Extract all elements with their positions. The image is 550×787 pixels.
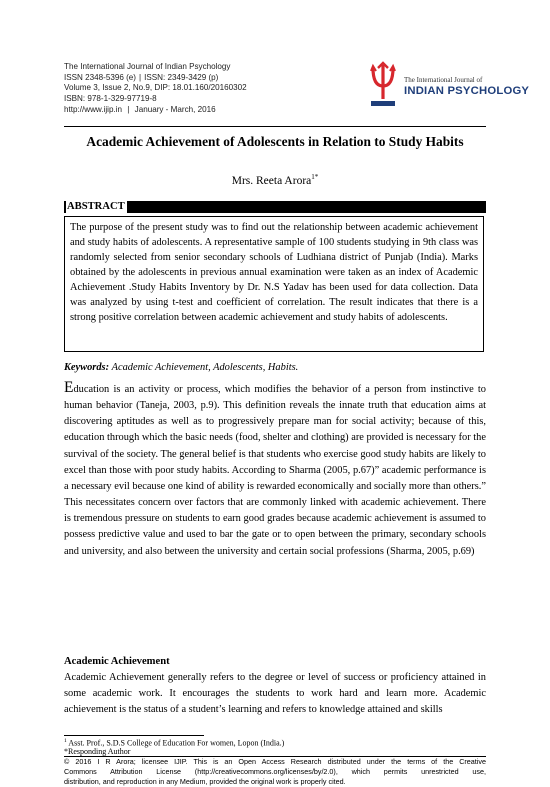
abstract-bar — [64, 201, 486, 213]
footnote-corresponding: *Responding Author — [64, 747, 131, 756]
footnote-mark: 1 — [64, 738, 67, 744]
url-date-line — [64, 105, 247, 116]
keywords-line — [64, 362, 298, 373]
intro-paragraph — [64, 380, 486, 560]
url-separator: | — [125, 104, 132, 114]
license-line-2: Commons Attribution License (http://creativecommons.org/licenses/by/2.0), which permits unrestricted use, — [64, 767, 486, 776]
license-line-3: distribution, and reproduction in any Medium, provided the original work is properly cited. — [64, 777, 346, 786]
issn-electronic: ISSN 2348-5396 (e) — [64, 72, 136, 82]
dropcap-letter: E — [64, 379, 74, 396]
journal-name: The International Journal of Indian Psychology — [64, 62, 231, 71]
author-marks: 1* — [311, 173, 319, 181]
abstract-heading: ABSTRACT — [67, 201, 125, 212]
author-line — [64, 173, 486, 187]
section-heading: Academic Achievement — [64, 656, 170, 667]
issn-line — [64, 73, 247, 84]
intro-text: ducation is an activity or process, which modifies the behavior of a person from instinctive to human behavior (Taneja, 2003, p.9). This definition reveals the innate truth that education aims at discovering aptitudes as well as to progressively prepare man for social activity; because of this, education through which the basic needs (food, shelter and clothing) are provided is necessary for the survival of the society. The general belief is that students who exercise good study habits are likely to excel than those with poor study habits. According to Sharma (2005, p.67)” academic performance is a necessary evil because one kind of ability is rewarded economically and socially more than others.” This necessitates concern over factors that are commonly linked with academic achievement. There is tremendous pressure on students to earn good grades because academic achievement is assumed to possess predictive value and used to bar the gate or to open between the primary, secondary schools and university, and also between the university and certain social professions (Sharma, 2005, p.69) — [64, 384, 486, 557]
license-block — [64, 757, 486, 787]
psi-logo-icon — [368, 61, 398, 109]
issn-print: ISSN: 2349-3429 (p) — [144, 72, 219, 82]
footnote-divider — [64, 735, 204, 736]
section-paragraph: Academic Achievement generally refers to the degree or level of success or proficiency attained in some academic work. It encourages the students to work hard and learn more. Academic achievement is the status of a student’s learning and refers to knowledge attained and skills — [64, 672, 486, 716]
keywords-label: Keywords: — [64, 362, 110, 373]
journal-url-link[interactable]: http://www.ijip.in — [64, 104, 123, 114]
issue-date: January - March, 2016 — [134, 104, 216, 114]
journal-header — [64, 62, 247, 116]
affiliation-text: Asst. Prof., S.D.S College of Education For women, Lopon (India.) — [68, 738, 285, 748]
issn-separator: | — [139, 72, 142, 82]
paper-title: Academic Achievement of Adolescents in Relation to Study Habits — [86, 134, 464, 149]
author-name: Mrs. Reeta Arora — [231, 174, 312, 187]
isbn-line: ISBN: 978-1-329-97719-8 — [64, 94, 157, 104]
logo-subtitle: The International Journal of — [404, 76, 483, 84]
logo-title: INDIAN PSYCHOLOGY — [404, 85, 530, 97]
keywords-value: Academic Achievement, Adolescents, Habits. — [111, 362, 299, 373]
volume-line: Volume 3, Issue 2, No.9, DIP: 18.01.160/20160302 — [64, 83, 247, 93]
header-divider — [64, 126, 486, 127]
journal-logo — [368, 61, 530, 111]
license-line-1: © 2016 I R Arora; licensee IJIP. This is an Open Access Research distributed under the terms of the Creative — [64, 757, 486, 766]
abstract-text: The purpose of the present study was to find out the relationship between academic achievement and study habits of adolescents. A representative sample of 100 students studying in 9th class was randomly selected from senior secondary schools of Ludhiana district of Punjab (India). Marks obtained by the adolescents in previous annual examination were taken as an index of Academic Achievement .Study Habits Inventory by Dr. N.S Yadav has been used for data collection. Data was analyzed by using t-test and coefficient of correlation. The result indicates that there is a strong positive correlation between academic achievement and study habits of adolescents. — [70, 222, 478, 324]
